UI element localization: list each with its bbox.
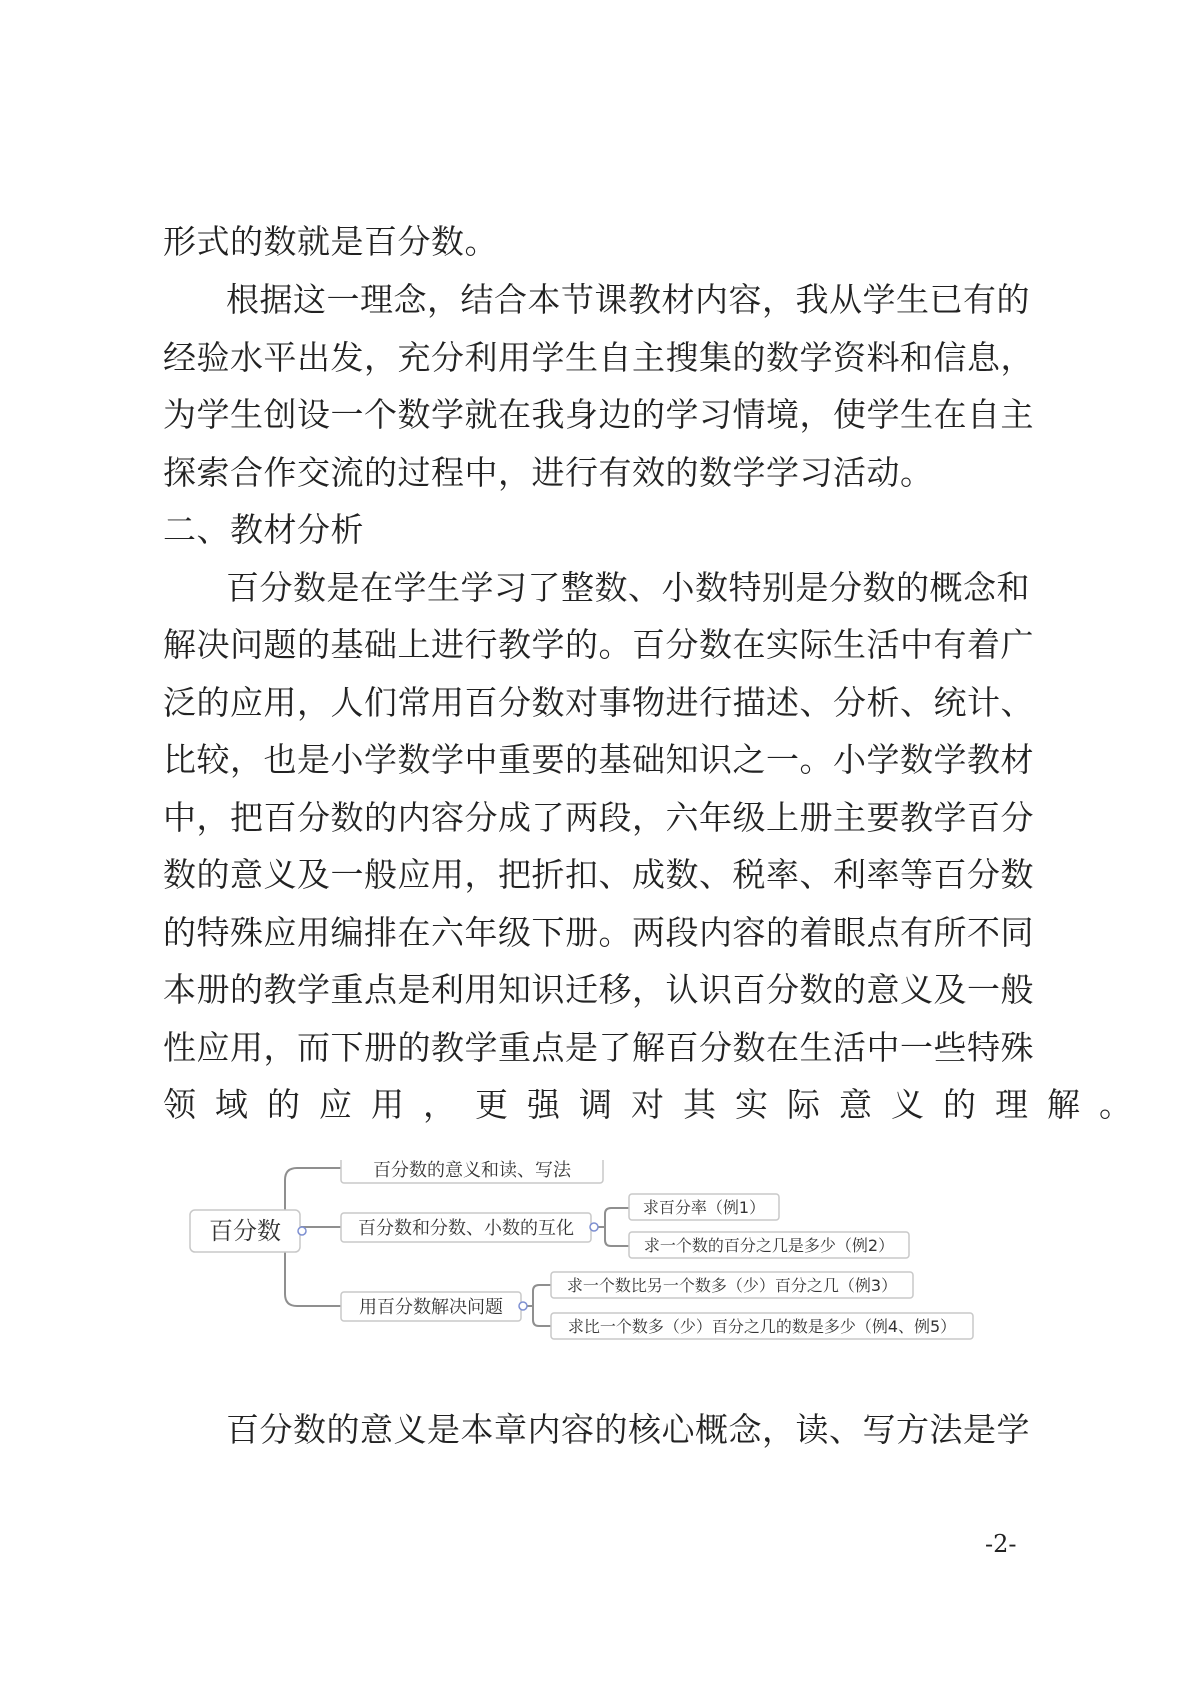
mindmap-leaf-label: 求一个数比另一个数多（少）百分之几（例3） [566,1276,898,1295]
connector-line [285,1250,341,1306]
collapse-toggle-icon[interactable] [519,1302,527,1310]
paragraph-line: 领域的应用，更强调对其实际意义的理解。 [163,1085,1151,1124]
mindmap-branch-label: 百分数的意义和读、写法 [373,1160,571,1181]
paragraph-line: 百分数的意义是本章内容的核心概念，读、写方法是学 [226,1410,1030,1449]
paragraph-line: 本册的教学重点是利用知识迁移，认识百分数的意义及一般 [163,970,1034,1009]
section-heading: 二、教材分析 [163,510,364,549]
mindmap-leaf-label: 求百分率（例1） [642,1198,766,1217]
paragraph-line: 解决问题的基础上进行教学的。百分数在实际生活中有着广 [163,625,1034,664]
paragraph-line: 的特殊应用编排在六年级下册。两段内容的着眼点有所不同 [163,913,1034,952]
paragraph-line: 比较，也是小学数学中重要的基础知识之一。小学数学教材 [163,740,1034,779]
page-number: -2- [985,1530,1017,1558]
connector-line [525,1306,551,1326]
mindmap-branch-label: 百分数和分数、小数的互化 [358,1218,574,1239]
paragraph-line: 性应用，而下册的教学重点是了解百分数在生活中一些特殊 [163,1028,1034,1067]
paragraph-line: 数的意义及一般应用，把折扣、成数、税率、利率等百分数 [163,855,1034,894]
paragraph-line: 泛的应用，人们常用百分数对事物进行描述、分析、统计、 [163,683,1034,722]
connector-line [597,1227,629,1246]
paragraph-line: 百分数是在学生学习了整数、小数特别是分数的概念和 [226,568,1030,607]
connector-line [525,1285,551,1306]
paragraph-line: 探索合作交流的过程中，进行有效的数学学习活动。 [163,453,934,492]
paragraph-line: 根据这一理念，结合本节课教材内容，我从学生已有的 [226,280,1030,319]
mindmap-root-label: 百分数 [209,1217,281,1245]
mindmap-leaf-label: 求比一个数多（少）百分之几的数是多少（例4、例5） [567,1317,957,1336]
paragraph-line: 中，把百分数的内容分成了两段，六年级上册主要教学百分 [163,798,1034,837]
paragraph-line: 为学生创设一个数学就在我身边的学习情境，使学生在自主 [163,395,1034,434]
collapse-toggle-icon[interactable] [298,1227,306,1235]
mindmap-leaf-label: 求一个数的百分之几是多少（例2） [643,1236,895,1255]
connector-line [597,1208,629,1227]
connector-line [285,1168,341,1210]
mindmap-branch-label: 用百分数解决问题 [359,1297,503,1318]
collapse-toggle-icon[interactable] [590,1223,598,1231]
paragraph-line: 经验水平出发，充分利用学生自主搜集的数学资料和信息， [163,338,1034,377]
paragraph-line: 形式的数就是百分数。 [163,222,498,261]
mind-map [185,1160,1025,1350]
